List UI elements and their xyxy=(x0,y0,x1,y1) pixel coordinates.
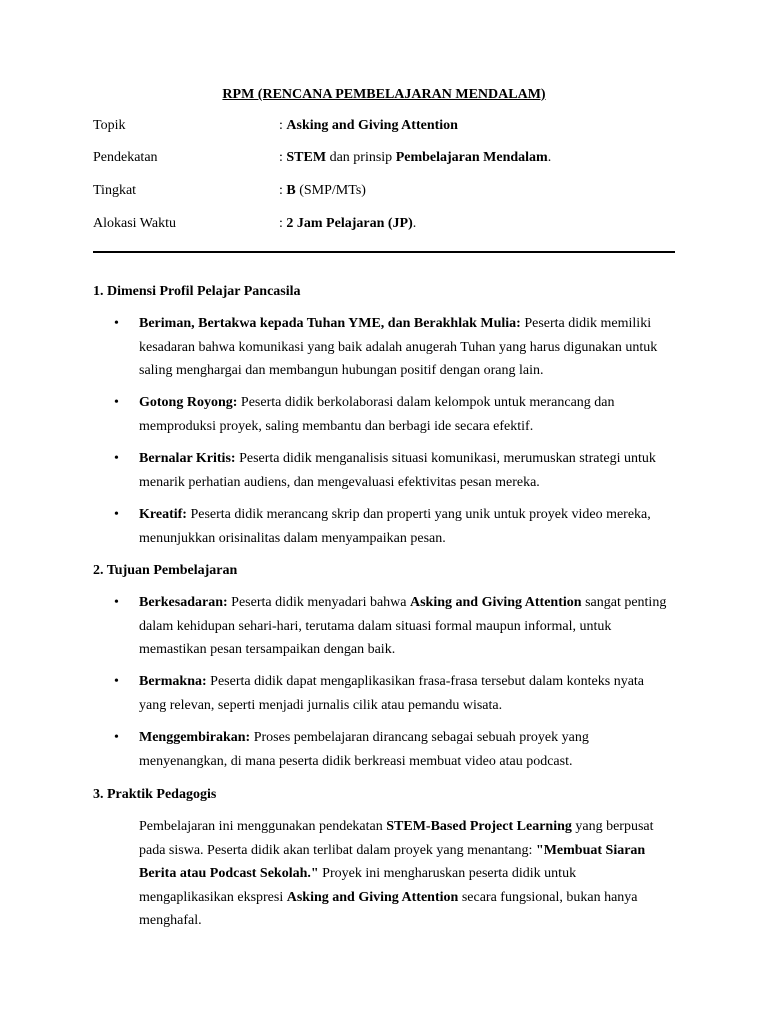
text-run: pada siswa. Peserta didik akan terlibat dalam proyek yang menantang: xyxy=(139,842,536,858)
text-run: Proses pembelajaran dirancang sebagai sebuah proyek yang xyxy=(250,730,589,745)
bold-text: Beriman, Bertakwa kepada Tuhan YME, dan Berakhlak Mulia: xyxy=(139,316,521,331)
text-run: mengaplikasikan ekspresi xyxy=(139,889,287,905)
list-item-text xyxy=(139,391,679,438)
meta-value xyxy=(279,150,551,166)
text-run: secara fungsional, bukan hanya xyxy=(458,889,638,905)
bold-text: "Membuat Siaran xyxy=(535,842,646,858)
text-line xyxy=(139,359,679,383)
colon: : xyxy=(279,183,287,198)
text-line xyxy=(139,886,679,910)
document-title: RPM (RENCANA PEMBELAJARAN MENDALAM) xyxy=(222,87,546,102)
text-run: (SMP/MTs) xyxy=(295,183,366,198)
text-line xyxy=(139,591,679,615)
text-run: Peserta didik merancang skrip dan properti yang unik untuk proyek video mereka, xyxy=(186,507,651,522)
colon: : xyxy=(279,150,287,165)
text-run: dan prinsip xyxy=(326,150,396,165)
horizontal-divider xyxy=(93,251,675,253)
text-run: . xyxy=(547,150,552,165)
list-item-text xyxy=(139,447,679,494)
text-run: Peserta didik menganalisis situasi komunikasi, merumuskan strategi untuk xyxy=(235,451,656,466)
bold-text: Gotong Royong: xyxy=(139,395,238,410)
meta-row-topik xyxy=(93,118,683,138)
bullet-icon: • xyxy=(114,595,119,610)
bold-text: STEM xyxy=(286,150,327,165)
bullet-icon: • xyxy=(114,395,119,410)
text-run: Pembelajaran ini menggunakan pendekatan xyxy=(139,819,387,834)
meta-label: Alokasi Waktu xyxy=(93,216,176,231)
colon: : xyxy=(279,216,287,231)
text-line xyxy=(139,815,679,839)
text-line xyxy=(139,670,679,694)
text-line xyxy=(139,750,679,774)
text-run: sangat penting xyxy=(581,595,667,610)
bold-text: Berita atau Podcast Sekolah." xyxy=(139,866,319,881)
text-run: Peserta didik memiliki xyxy=(520,316,652,331)
list-item-text xyxy=(139,591,679,662)
list-item-text xyxy=(139,670,679,717)
meta-row-alokasi-waktu xyxy=(93,216,683,236)
list-item-text xyxy=(139,503,679,550)
text-run: saling menghargai dan membangun hubungan positif dengan orang lain. xyxy=(139,363,544,378)
bold-text: Bernalar Kritis: xyxy=(139,451,236,466)
bold-text: 2 Jam Pelajaran (JP) xyxy=(286,216,413,231)
meta-row-tingkat xyxy=(93,183,683,203)
text-line xyxy=(139,862,679,886)
text-run: menyenangkan, di mana peserta didik berkreasi membuat video atau podcast. xyxy=(139,753,573,769)
text-line xyxy=(139,415,679,439)
paragraph xyxy=(139,815,679,933)
text-line xyxy=(139,638,679,662)
section-heading-tujuan: 2. Tujuan Pembelajaran xyxy=(93,563,238,578)
bold-text: Bermakna: xyxy=(139,674,207,689)
text-line xyxy=(139,694,679,718)
text-run: Proyek ini mengharuskan peserta didik untuk xyxy=(318,866,577,881)
bold-text: STEM-Based Project Learning xyxy=(386,819,572,834)
text-run: memastikan pesan tersampaikan dengan baik. xyxy=(139,642,396,657)
bullet-icon: • xyxy=(114,507,119,522)
bullet-icon: • xyxy=(114,316,119,331)
list-item-text xyxy=(139,726,679,773)
bullet-icon: • xyxy=(114,730,119,745)
bold-text: B xyxy=(286,183,296,198)
bold-text: Kreatif: xyxy=(139,507,187,522)
text-run: yang relevan, seperti menjadi jurnalis cilik atau pemandu wisata. xyxy=(139,697,503,713)
text-line xyxy=(139,726,679,750)
text-line xyxy=(139,312,679,336)
text-line xyxy=(139,391,679,415)
meta-label: Topik xyxy=(93,118,126,133)
text-line xyxy=(139,503,679,527)
meta-label: Tingkat xyxy=(93,183,137,198)
text-run: menunjukkan orisinalitas dalam menyampaikan pesan. xyxy=(139,530,446,546)
text-line xyxy=(139,447,679,471)
bold-text: Asking and Giving Attention xyxy=(410,595,582,610)
text-line xyxy=(139,909,679,933)
section-heading-praktik: 3. Praktik Pedagogis xyxy=(93,787,217,802)
text-run: menarik perhatian audiens, dan mengevaluasi efektivitas pesan mereka. xyxy=(139,474,540,490)
list-item-text xyxy=(139,312,679,383)
text-run: . xyxy=(412,216,417,231)
bold-text: Berkesadaran: xyxy=(139,595,228,610)
text-run: menghafal. xyxy=(139,913,202,928)
bold-text: Pembelajaran Mendalam xyxy=(395,150,548,165)
meta-row-pendekatan xyxy=(93,150,683,170)
meta-value xyxy=(279,183,366,199)
section-heading-profil: 1. Dimensi Profil Pelajar Pancasila xyxy=(93,284,301,299)
text-run: yang berpusat xyxy=(571,819,654,834)
text-run: Peserta didik dapat mengaplikasikan frasa-frasa tersebut dalam konteks nyata xyxy=(206,674,645,689)
text-line xyxy=(139,471,679,495)
text-run: Peserta didik menyadari bahwa xyxy=(227,595,410,610)
text-run: Peserta didik berkolaborasi dalam kelompok untuk merancang dan xyxy=(237,395,615,410)
text-line xyxy=(139,839,679,863)
meta-value xyxy=(279,216,416,232)
meta-label: Pendekatan xyxy=(93,150,158,165)
bullet-icon: • xyxy=(114,451,119,466)
bold-text: Asking and Giving Attention xyxy=(286,118,458,133)
text-line xyxy=(139,615,679,639)
text-line xyxy=(139,336,679,360)
bullet-icon: • xyxy=(114,674,119,689)
colon: : xyxy=(279,118,287,133)
text-run: dalam kehidupan sehari-hari, terutama dalam situasi formal maupun informal, untuk xyxy=(139,618,612,634)
bold-text: Asking and Giving Attention xyxy=(286,889,459,905)
bold-text: Menggembirakan: xyxy=(139,730,251,745)
meta-value xyxy=(279,118,458,134)
text-run: kesadaran bahwa komunikasi yang baik adalah anugerah Tuhan yang harus digunakan untuk xyxy=(139,339,658,355)
text-run: memproduksi proyek, saling membantu dan berbagi ide secara efektif. xyxy=(139,418,534,434)
text-line xyxy=(139,527,679,551)
